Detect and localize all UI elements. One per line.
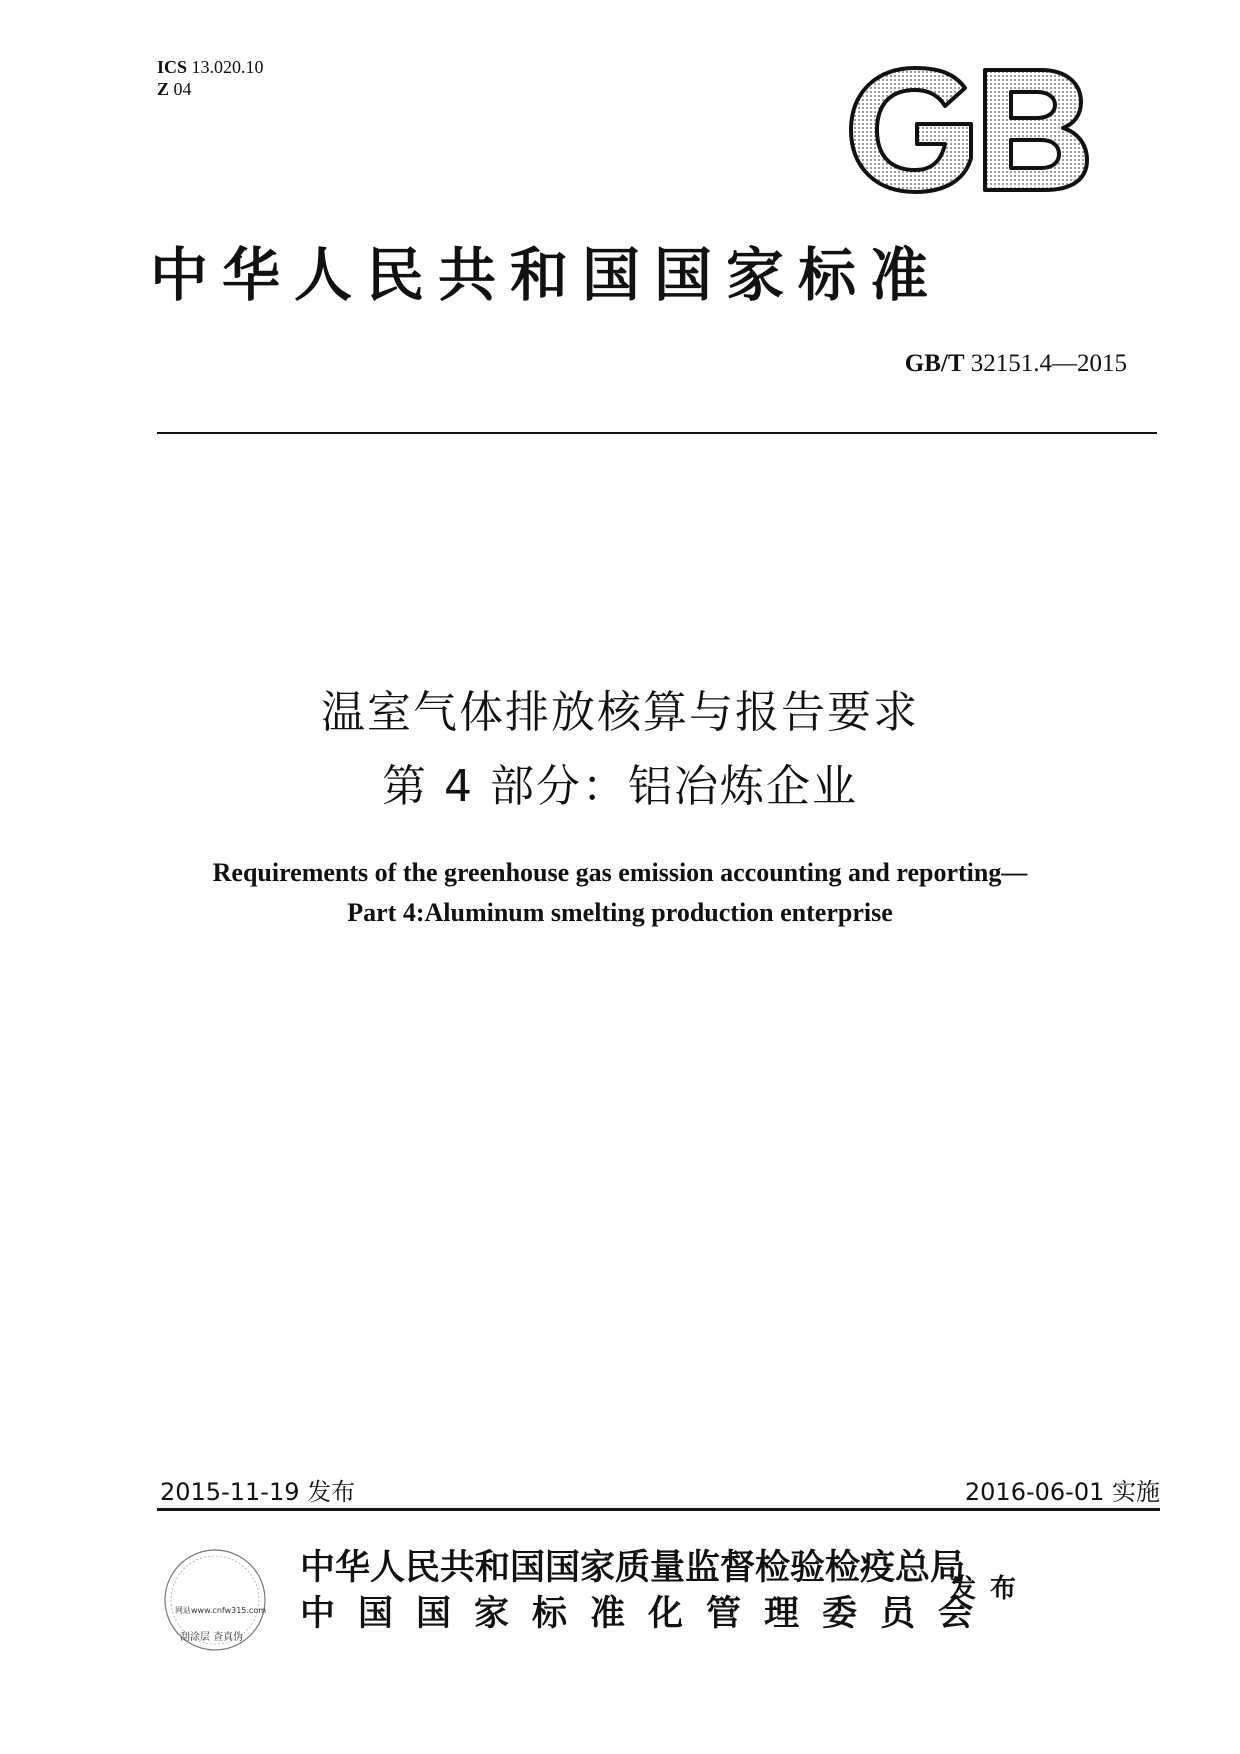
implementation-date: 2016-06-01 实施	[964, 1478, 1160, 1506]
publisher-org-1: 中华人民共和国国家质量监督检验检疫总局	[300, 1547, 966, 1588]
bottom-divider	[157, 1508, 1160, 1511]
national-standard-title: 中华人民共和国国家标准	[150, 241, 943, 309]
top-divider	[157, 432, 1157, 434]
publisher-org-2: 中国国家标准化管理委员会	[300, 1593, 997, 1634]
ics-line	[157, 56, 264, 78]
ics-label: ICS	[157, 57, 188, 77]
stamp-line-2: 刮涂层 查真伪	[180, 1632, 244, 1643]
chinese-title-line-2: 第 4 部分：铝冶炼企业	[382, 761, 858, 812]
classification-codes	[157, 56, 264, 100]
stamp-line-1: 网站www.cnfw315.com	[175, 1606, 267, 1615]
ccs-code: 04	[173, 79, 192, 99]
gb-logo	[845, 66, 1090, 194]
standard-code: 32151.4—2015	[970, 350, 1127, 377]
publishers-block	[300, 1545, 996, 1637]
standard-prefix: GB/T	[904, 350, 965, 377]
ccs-label: Z	[157, 79, 170, 99]
ics-code: 13.020.10	[191, 57, 264, 77]
publish-verb: 发布	[950, 1574, 1031, 1604]
ccs-line	[157, 78, 264, 100]
standard-number	[905, 350, 1127, 378]
chinese-title-line-1: 温室气体排放核算与报告要求	[321, 687, 919, 738]
english-title-line-1: Requirements of the greenhouse gas emission accounting and reporting—	[212, 858, 1028, 887]
issue-date: 2015-11-19 发布	[160, 1478, 356, 1506]
english-title-line-2: Part 4:Aluminum smelting production enterprise	[347, 898, 893, 927]
